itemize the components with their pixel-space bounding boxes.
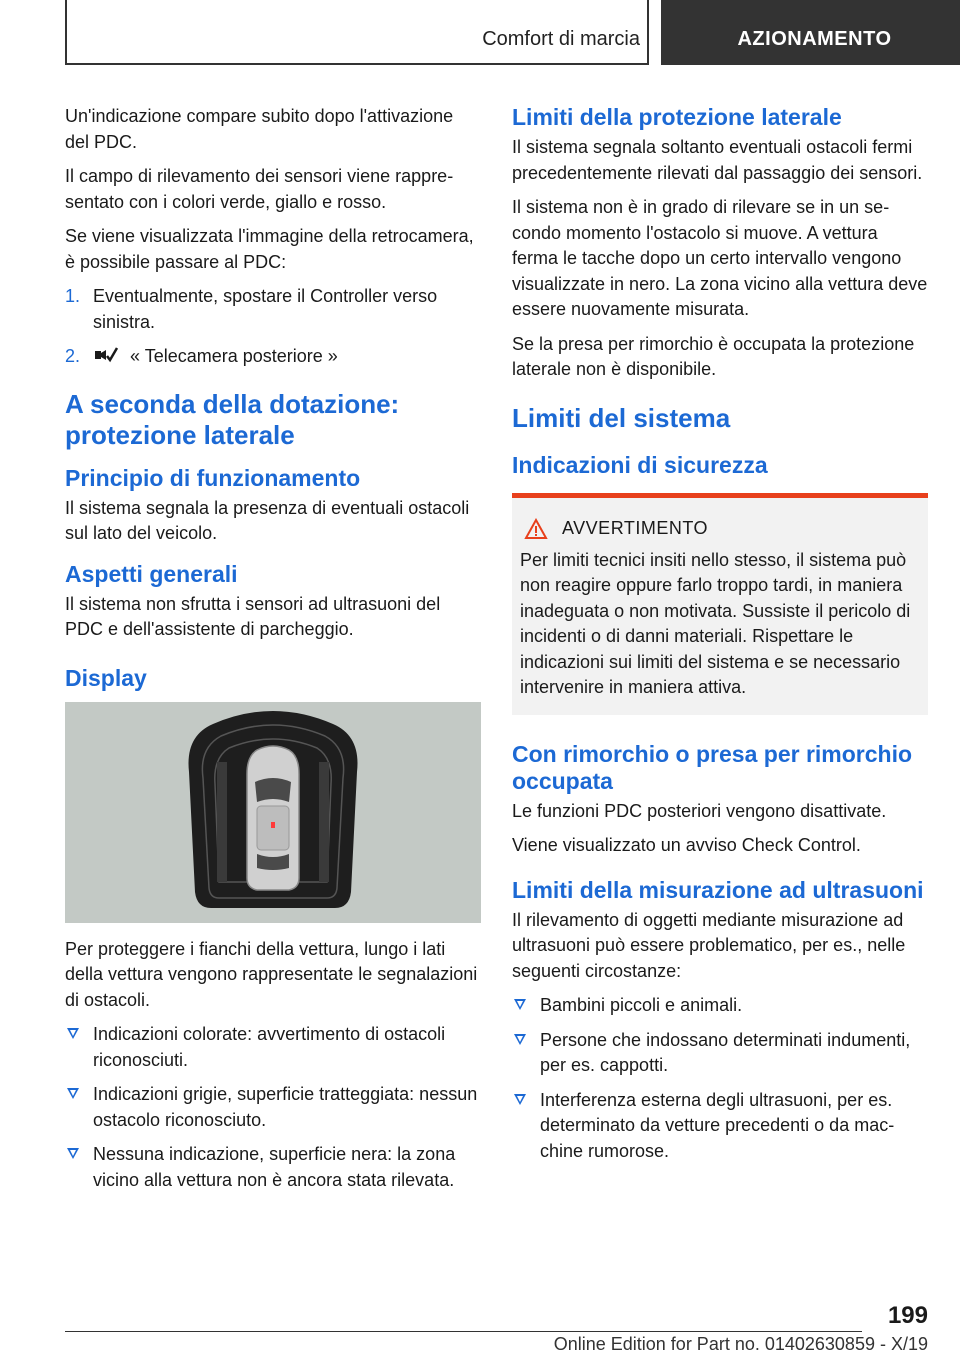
paragraph: Se viene visualizzata l'immagine della retrocamera, è possibile passare al PDC: bbox=[65, 226, 474, 272]
paragraph: Il rilevamento di oggetti mediante misurazione ad ultrasuoni può essere problematico, per es., nelle seguenti circostanze: bbox=[512, 909, 906, 981]
warning-title: AVVERTIMENTO bbox=[562, 518, 709, 538]
paragraph: Il sistema non sfrutta i sensori ad ultrasuoni del PDC e dell'assistente di parcheggio. bbox=[65, 593, 441, 639]
right-column bbox=[512, 104, 928, 1173]
triangle-bullet-icon bbox=[67, 1148, 79, 1159]
paragraph: Il sistema segnala soltanto eventuali ostacoli fermi precedentemente rilevati dal passaggio dei sensori. bbox=[512, 137, 923, 183]
step-text: Eventualmente, spostare il Controller verso sinistra. bbox=[93, 286, 438, 332]
triangle-bullet-icon bbox=[67, 1028, 79, 1039]
left-column bbox=[65, 104, 481, 1202]
rear-camera-icon bbox=[93, 345, 119, 373]
list-item bbox=[65, 1142, 481, 1193]
list-item bbox=[512, 1088, 928, 1165]
side-protection-display-figure bbox=[65, 702, 481, 923]
section-heading: Limiti del sistema bbox=[512, 402, 731, 433]
subsection-heading: Display bbox=[65, 664, 147, 691]
subsection-heading: Aspetti generali bbox=[65, 560, 238, 587]
paragraph: Le funzioni PDC posteriori vengono disattivate. bbox=[512, 800, 887, 821]
header-rule-bottom bbox=[65, 63, 649, 65]
list-item-text: Interferenza esterna degli ultrasuoni, per es. determinato da vetture precedenti o da macchine rumorose. bbox=[540, 1089, 895, 1161]
step-text: « Telecamera posteriore » bbox=[130, 346, 338, 366]
bullet-list bbox=[65, 1022, 481, 1193]
car-sensor-illustration-icon bbox=[65, 702, 481, 923]
footer-rule bbox=[65, 1331, 862, 1332]
header-rule-left bbox=[65, 0, 67, 64]
paragraph: Un'indicazione compare subito dopo l'attivazione del PDC. bbox=[65, 106, 454, 152]
step-number: 1. bbox=[65, 286, 81, 306]
subsection-heading: Con rimorchio o presa per rimorchio occupata bbox=[512, 740, 913, 794]
warning-box bbox=[512, 493, 928, 715]
subsection-heading: Limiti della protezione laterale bbox=[512, 104, 842, 130]
warning-triangle-icon bbox=[524, 518, 548, 540]
list-item bbox=[512, 993, 928, 1019]
bullet-list bbox=[512, 993, 928, 1164]
list-item-text: Bambini piccoli e animali. bbox=[540, 995, 743, 1015]
paragraph: Viene visualizzato un avviso Check Control. bbox=[512, 835, 861, 855]
header-chapter[interactable]: Comfort di marcia bbox=[482, 28, 640, 50]
paragraph: Il campo di rilevamento dei sensori viene rappresentato con i colori verde, giallo e rosso. bbox=[65, 166, 454, 212]
footer-edition[interactable]: Online Edition for Part no. 01402630859 - X/19 bbox=[553, 1334, 928, 1354]
list-item-text: Indicazioni colorate: avvertimento di ostacoli riconosciuti. bbox=[93, 1024, 446, 1070]
paragraph: Il sistema non è in grado di rilevare se in un secondo momento l'ostacolo si muove. A vettura ferma le tacche dopo un certo intervallo vengono visualizzate in nero. La zona vicino alla vettura deve essere nuovamente misurata. bbox=[512, 197, 928, 319]
warning-header bbox=[520, 518, 918, 540]
paragraph: Il sistema segnala la presenza di eventuali ostacoli sul lato del veicolo. bbox=[65, 497, 470, 543]
triangle-bullet-icon bbox=[514, 999, 526, 1010]
list-item-text: Indicazioni grigie, superficie tratteggiata: nessun ostacolo riconosciuto. bbox=[93, 1084, 478, 1130]
page-number: 199 bbox=[887, 1302, 928, 1329]
step-item bbox=[65, 284, 481, 335]
subsection-heading: Limiti della misurazione ad ultrasuoni bbox=[512, 876, 924, 903]
list-item bbox=[512, 1028, 928, 1079]
list-item bbox=[65, 1022, 481, 1073]
list-item-text: Nessuna indicazione, superficie nera: la zona vicino alla vettura non è ancora stata rilevata. bbox=[93, 1144, 456, 1190]
triangle-bullet-icon bbox=[67, 1088, 79, 1099]
list-item-text: Persone che indossano determinati indumenti, per es. cappotti. bbox=[540, 1029, 911, 1075]
section-heading: A seconda della dotazione: protezione laterale bbox=[65, 388, 400, 450]
paragraph: Se la presa per rimorchio è occupata la protezione laterale non è disponibile. bbox=[512, 333, 915, 379]
list-item bbox=[65, 1082, 481, 1133]
header-rule-divider bbox=[647, 0, 649, 64]
step-item bbox=[65, 344, 481, 373]
subsection-heading: Indicazioni di sicurezza bbox=[512, 451, 768, 478]
header-section-tab[interactable]: AZIONAMENTO bbox=[661, 0, 960, 65]
paragraph: Per proteggere i fianchi della vettura, lungo i lati della vettura vengono rappresentate le segnalazioni di ostacoli. bbox=[65, 938, 478, 1010]
step-number: 2. bbox=[65, 346, 81, 366]
triangle-bullet-icon bbox=[514, 1094, 526, 1105]
warning-text: Per limiti tecnici insiti nello stesso, il sistema può non reagire oppure farlo troppo tardi, in maniera inadeguata o non motivata. Sussiste il pericolo di incidenti o di danni materiali. Rispettare le indicazioni sui limiti del sistema e se necessario intervenire in maniera attiva. bbox=[520, 549, 911, 697]
subsection-heading: Principio di funzionamento bbox=[65, 464, 361, 491]
step-list bbox=[65, 284, 481, 373]
triangle-bullet-icon bbox=[514, 1034, 526, 1045]
